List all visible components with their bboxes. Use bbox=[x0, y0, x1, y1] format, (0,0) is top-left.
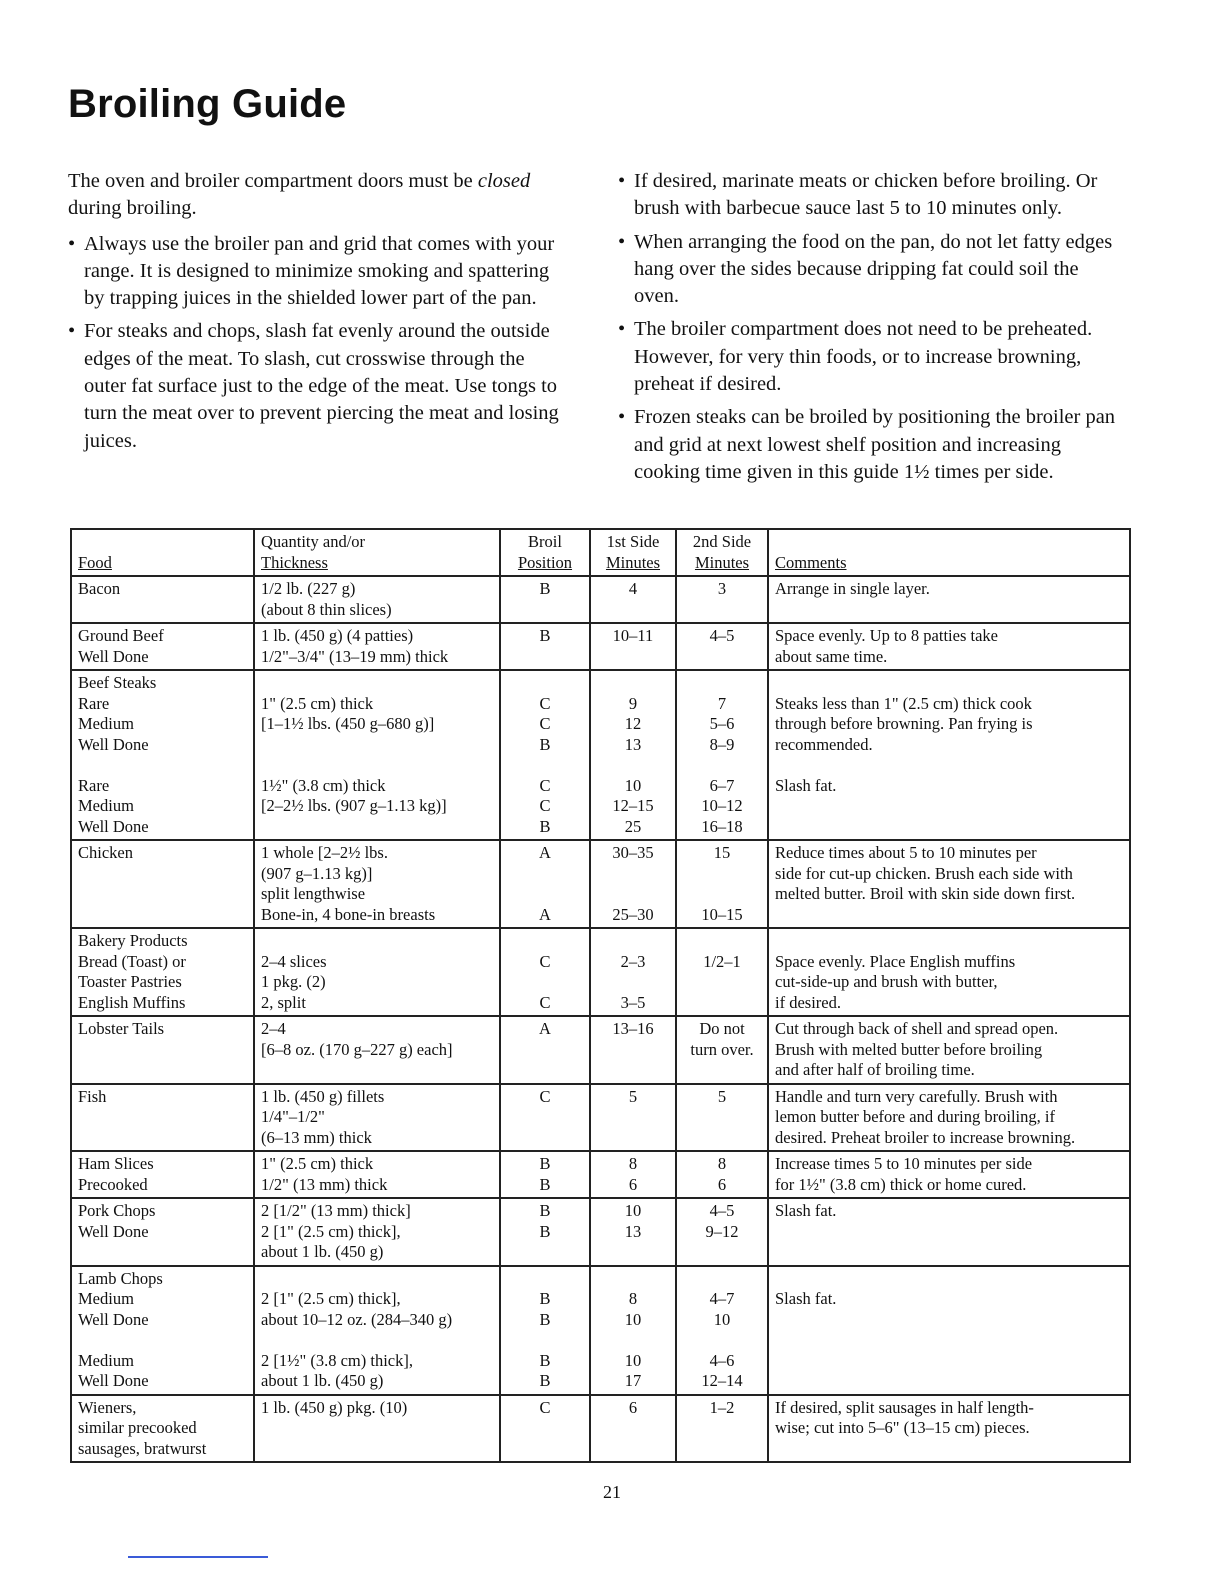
food-cell bbox=[71, 840, 254, 928]
cell-line bbox=[261, 1330, 493, 1351]
cell-line: Pork Chops bbox=[78, 1201, 156, 1220]
cell-line bbox=[775, 931, 1123, 952]
first-side-cell bbox=[590, 1084, 676, 1152]
quantity-cell bbox=[254, 670, 500, 840]
food-cell bbox=[71, 1266, 254, 1395]
cell-line: Bacon bbox=[78, 579, 121, 598]
cell-line: side for cut-up chicken. Brush each side with bbox=[775, 863, 1073, 883]
header-quantity: Quantity and/or Thickness bbox=[254, 529, 500, 576]
cell-line: B bbox=[539, 1309, 551, 1329]
table-row bbox=[71, 1395, 1130, 1463]
cell-line bbox=[507, 972, 583, 993]
cell-line: 25–30 bbox=[612, 904, 654, 924]
cell-line: 1" (2.5 cm) thick bbox=[261, 1154, 374, 1173]
cell-line: Well Done bbox=[78, 1309, 149, 1329]
cell-line: 1½" (3.8 cm) thick bbox=[261, 775, 386, 795]
cell-line bbox=[597, 1269, 669, 1290]
cell-line bbox=[683, 884, 761, 905]
cell-line: 1 lb. (450 g) (4 patties) bbox=[261, 626, 414, 645]
cell-line: 1/2" (13 mm) thick bbox=[261, 1174, 388, 1194]
position-cell bbox=[500, 670, 590, 840]
cell-line bbox=[261, 735, 493, 756]
intro-left-column bbox=[68, 168, 568, 461]
cell-line: desired. Preheat broiler to increase browning. bbox=[775, 1127, 1076, 1147]
cell-line: 10–12 bbox=[701, 796, 743, 815]
cell-line: 13–16 bbox=[612, 1019, 654, 1038]
cell-line: Bakery Products bbox=[78, 931, 188, 950]
table-row bbox=[71, 623, 1130, 670]
cell-line: 9 bbox=[628, 693, 638, 713]
first-side-cell bbox=[590, 1266, 676, 1395]
cell-line: C bbox=[539, 992, 551, 1012]
cell-line: C bbox=[539, 693, 551, 713]
quantity-cell bbox=[254, 1151, 500, 1198]
first-side-cell bbox=[590, 1016, 676, 1084]
comments-cell bbox=[768, 1198, 1130, 1266]
cell-line: 8 bbox=[628, 1289, 638, 1308]
cell-line bbox=[683, 755, 761, 776]
intro-right-column bbox=[618, 168, 1123, 492]
second-side-cell bbox=[676, 840, 768, 928]
cell-line: 5–6 bbox=[709, 714, 735, 733]
quantity-cell bbox=[254, 1198, 500, 1266]
comments-cell bbox=[768, 1266, 1130, 1395]
cell-line: B bbox=[539, 579, 551, 598]
cell-line bbox=[597, 673, 669, 694]
cell-line: (about 8 thin slices) bbox=[261, 599, 392, 619]
cell-line: Rare bbox=[78, 693, 110, 713]
first-side-cell bbox=[590, 623, 676, 670]
cell-line: Slash fat. bbox=[775, 1201, 837, 1220]
quantity-cell bbox=[254, 928, 500, 1016]
position-cell bbox=[500, 928, 590, 1016]
cell-line: Wieners, bbox=[78, 1397, 137, 1417]
second-side-cell bbox=[676, 1016, 768, 1084]
cell-line: B bbox=[539, 1371, 551, 1390]
table-row bbox=[71, 670, 1130, 840]
cell-line: B bbox=[539, 1154, 551, 1173]
cell-line: 10 bbox=[624, 1350, 642, 1370]
cell-line bbox=[775, 755, 1123, 776]
comments-cell bbox=[768, 840, 1130, 928]
second-side-cell bbox=[676, 928, 768, 1016]
cell-line: 1" (2.5 cm) thick bbox=[261, 693, 374, 713]
cell-line: 2 [1" (2.5 cm) thick], bbox=[261, 1221, 401, 1241]
table-row bbox=[71, 840, 1130, 928]
cell-line: Space evenly. Up to 8 patties take bbox=[775, 626, 998, 645]
cell-line bbox=[683, 864, 761, 885]
position-cell bbox=[500, 1198, 590, 1266]
cell-line: 4–5 bbox=[709, 626, 735, 645]
cell-line: 7 bbox=[717, 693, 727, 713]
first-side-cell bbox=[590, 928, 676, 1016]
header-food: Food bbox=[71, 529, 254, 576]
cell-line: Cut through back of shell and spread open. bbox=[775, 1019, 1059, 1038]
cell-line: Reduce times about 5 to 10 minutes per bbox=[775, 843, 1037, 862]
cell-line: Medium bbox=[78, 714, 134, 733]
left-bullet-list bbox=[68, 231, 568, 455]
comments-cell bbox=[768, 1395, 1130, 1463]
position-cell bbox=[500, 840, 590, 928]
cell-line: Medium bbox=[78, 1289, 134, 1308]
cell-line: [2–2½ lbs. (907 g–1.13 kg)] bbox=[261, 796, 447, 815]
cell-line: 10–11 bbox=[612, 626, 654, 645]
cell-line: Toaster Pastries bbox=[78, 972, 182, 991]
cell-line: about 1 lb. (450 g) bbox=[261, 1371, 384, 1390]
cell-line: 4 bbox=[628, 579, 638, 598]
quantity-cell bbox=[254, 1395, 500, 1463]
cell-line: Well Done bbox=[78, 816, 149, 836]
bullet-item: • Always use the broiler pan and grid that comes with your range. It is designed to minimize smoking and spattering by trapping juices in the shielded lower part of the pan. bbox=[68, 231, 568, 313]
second-side-cell bbox=[676, 1198, 768, 1266]
cell-line: C bbox=[539, 775, 551, 795]
cell-line: if desired. bbox=[775, 992, 841, 1012]
cell-line: 13 bbox=[624, 734, 642, 754]
food-cell bbox=[71, 623, 254, 670]
bullet-item: • For steaks and chops, slash fat evenly around the outside edges of the meat. To slash, cut crosswise through the outer fat surface just to the edge of the meat. Use tongs to turn the meat over to prevent piercing the meat and losing juices. bbox=[68, 318, 568, 454]
cell-line: 4–5 bbox=[709, 1201, 735, 1220]
cell-line: 1–2 bbox=[709, 1397, 735, 1417]
cell-line: Handle and turn very carefully. Brush with bbox=[775, 1086, 1058, 1106]
cell-line: 2–3 bbox=[620, 951, 646, 971]
cell-line: B bbox=[539, 1289, 551, 1308]
cell-line: (907 g–1.13 kg)] bbox=[261, 863, 373, 883]
quantity-cell bbox=[254, 840, 500, 928]
cell-line bbox=[507, 1269, 583, 1290]
cell-line: Well Done bbox=[78, 1371, 149, 1390]
position-cell bbox=[500, 1395, 590, 1463]
food-cell bbox=[71, 576, 254, 623]
cell-line: 1/2 lb. (227 g) bbox=[261, 579, 356, 598]
cell-line bbox=[683, 1330, 761, 1351]
cell-line: If desired, split sausages in half length- bbox=[775, 1397, 1034, 1417]
bullet-item: • Frozen steaks can be broiled by positioning the broiler pan and grid at next lowest shelf position and increasing cooking time given in this guide 1½ times per side. bbox=[618, 404, 1123, 486]
cell-line bbox=[261, 755, 493, 776]
cell-line bbox=[683, 1269, 761, 1290]
second-side-cell bbox=[676, 576, 768, 623]
cell-line bbox=[261, 673, 493, 694]
position-cell bbox=[500, 1151, 590, 1198]
cell-line: [1–1½ lbs. (450 g–680 g)] bbox=[261, 714, 435, 733]
food-cell bbox=[71, 1016, 254, 1084]
cell-line: Precooked bbox=[78, 1174, 148, 1194]
cell-line: similar precooked bbox=[78, 1418, 197, 1437]
cell-line: 1 lb. (450 g) fillets bbox=[261, 1086, 385, 1106]
cell-line: 5 bbox=[628, 1086, 638, 1106]
cell-line: C bbox=[539, 714, 551, 733]
cell-line bbox=[261, 817, 493, 838]
cell-line: B bbox=[539, 626, 551, 645]
second-side-cell bbox=[676, 1151, 768, 1198]
header-broil-position: Broil Position bbox=[500, 529, 590, 576]
table-header bbox=[71, 529, 1130, 576]
cell-line: 6 bbox=[628, 1397, 638, 1417]
cell-line: 25 bbox=[624, 816, 642, 836]
second-side-cell bbox=[676, 1266, 768, 1395]
cell-line bbox=[683, 931, 761, 952]
cell-line: 15 bbox=[713, 843, 731, 862]
cell-line: cut-side-up and brush with butter, bbox=[775, 972, 998, 991]
cell-line: English Muffins bbox=[78, 992, 186, 1012]
cell-line: Lamb Chops bbox=[78, 1268, 163, 1288]
table-row bbox=[71, 1016, 1130, 1084]
cell-line: [6–8 oz. (170 g–227 g) each] bbox=[261, 1039, 453, 1059]
cell-line: Brush with melted butter before broiling bbox=[775, 1039, 1043, 1059]
cell-line: and after half of broiling time. bbox=[775, 1060, 975, 1079]
cell-line: Beef Steaks bbox=[78, 673, 157, 692]
cell-line bbox=[775, 673, 1123, 694]
quantity-cell bbox=[254, 1084, 500, 1152]
table-row bbox=[71, 928, 1130, 1016]
cell-line: 1/2"–3/4" (13–19 mm) thick bbox=[261, 646, 449, 666]
cell-line: Do not bbox=[699, 1019, 745, 1038]
cell-line: Bread (Toast) or bbox=[78, 951, 186, 971]
cell-line: A bbox=[539, 843, 551, 862]
comments-cell bbox=[768, 928, 1130, 1016]
cell-line: Well Done bbox=[78, 646, 149, 666]
cell-line: B bbox=[539, 734, 551, 754]
cell-line: 12–14 bbox=[701, 1371, 743, 1390]
scan-edge-line bbox=[128, 1556, 268, 1558]
bullet-item: • If desired, marinate meats or chicken before broiling. Or brush with barbecue sauce last 5 to 10 minutes only. bbox=[618, 168, 1123, 223]
cell-line: lemon butter before and during broiling, if bbox=[775, 1107, 1055, 1126]
bullet-item: • The broiler compartment does not need to be preheated. However, for very thin foods, or to increase browning, preheat if desired. bbox=[618, 316, 1123, 398]
cell-line: Arrange in single layer. bbox=[775, 579, 930, 598]
cell-line: Lobster Tails bbox=[78, 1019, 165, 1038]
page-title: Broiling Guide bbox=[68, 82, 347, 126]
table-row bbox=[71, 1198, 1130, 1266]
cell-line: 2–4 bbox=[261, 1019, 286, 1038]
cell-line: Slash fat. bbox=[775, 1289, 837, 1308]
cell-line: B bbox=[539, 816, 551, 836]
cell-line bbox=[597, 931, 669, 952]
cell-line: B bbox=[539, 1174, 551, 1194]
cell-line: about 10–12 oz. (284–340 g) bbox=[261, 1309, 453, 1329]
cell-line: B bbox=[539, 1201, 551, 1220]
position-cell bbox=[500, 1084, 590, 1152]
cell-line: B bbox=[539, 1350, 551, 1370]
cell-line: 10 bbox=[624, 775, 642, 795]
cell-line: 4–7 bbox=[709, 1289, 735, 1308]
cell-line: sausages, bratwurst bbox=[78, 1438, 207, 1458]
right-bullet-list bbox=[618, 168, 1123, 486]
cell-line: 12 bbox=[624, 714, 642, 733]
cell-line: 13 bbox=[624, 1221, 642, 1241]
cell-line: wise; cut into 5–6" (13–15 cm) pieces. bbox=[775, 1418, 1030, 1437]
cell-line bbox=[261, 931, 493, 952]
cell-line: Fish bbox=[78, 1086, 107, 1106]
first-side-cell bbox=[590, 1198, 676, 1266]
cell-line: 10 bbox=[624, 1309, 642, 1329]
cell-line: 6–7 bbox=[709, 775, 735, 795]
first-side-cell bbox=[590, 576, 676, 623]
cell-line: 10 bbox=[713, 1309, 731, 1329]
cell-line bbox=[78, 755, 247, 776]
cell-line: about same time. bbox=[775, 646, 888, 666]
cell-line: C bbox=[539, 796, 551, 815]
cell-line: C bbox=[539, 951, 551, 971]
cell-line: Medium bbox=[78, 796, 134, 815]
broiling-guide-table bbox=[70, 528, 1131, 1463]
cell-line: Slash fat. bbox=[775, 775, 837, 795]
cell-line: Chicken bbox=[78, 843, 133, 862]
first-side-cell bbox=[590, 670, 676, 840]
position-cell bbox=[500, 576, 590, 623]
cell-line bbox=[597, 884, 669, 905]
cell-line: Well Done bbox=[78, 1221, 149, 1241]
emphasis-closed: closed bbox=[477, 170, 531, 192]
cell-line bbox=[78, 1330, 247, 1351]
cell-line: 6 bbox=[628, 1174, 638, 1194]
cell-line bbox=[507, 884, 583, 905]
header-comments: Comments bbox=[768, 529, 1130, 576]
second-side-cell bbox=[676, 623, 768, 670]
cell-line: about 1 lb. (450 g) bbox=[261, 1242, 384, 1261]
cell-line: 1/4"–1/2" bbox=[261, 1107, 325, 1126]
food-cell bbox=[71, 928, 254, 1016]
quantity-cell bbox=[254, 1016, 500, 1084]
table-row bbox=[71, 576, 1130, 623]
cell-line: 4–6 bbox=[709, 1350, 735, 1370]
cell-line bbox=[597, 864, 669, 885]
food-cell bbox=[71, 1198, 254, 1266]
comments-cell bbox=[768, 1016, 1130, 1084]
cell-line: 2 [1" (2.5 cm) thick], bbox=[261, 1289, 401, 1308]
cell-line: 17 bbox=[624, 1371, 642, 1390]
table-row bbox=[71, 1266, 1130, 1395]
cell-line: Bone-in, 4 bone-in breasts bbox=[261, 904, 436, 924]
header-second-side: 2nd Side Minutes bbox=[676, 529, 768, 576]
cell-line bbox=[597, 972, 669, 993]
cell-line: 2 [1/2" (13 mm) thick] bbox=[261, 1201, 411, 1220]
first-side-cell bbox=[590, 840, 676, 928]
cell-line: through before browning. Pan frying is bbox=[775, 714, 1033, 733]
cell-line: 8 bbox=[717, 1154, 727, 1173]
bullet-item: • When arranging the food on the pan, do not let fatty edges hang over the sides because dripping fat could soil the oven. bbox=[618, 229, 1123, 311]
cell-line: 2, split bbox=[261, 992, 306, 1012]
position-cell bbox=[500, 623, 590, 670]
food-cell bbox=[71, 670, 254, 840]
comments-cell bbox=[768, 670, 1130, 840]
food-cell bbox=[71, 1084, 254, 1152]
position-cell bbox=[500, 1016, 590, 1084]
cell-line bbox=[507, 931, 583, 952]
cell-line: B bbox=[539, 1221, 551, 1241]
cell-line: Steaks less than 1" (2.5 cm) thick cook bbox=[775, 693, 1032, 713]
cell-line: 8–9 bbox=[709, 734, 735, 754]
cell-line bbox=[775, 1269, 1123, 1290]
cell-line bbox=[683, 673, 761, 694]
cell-line: Ham Slices bbox=[78, 1154, 154, 1173]
cell-line: split lengthwise bbox=[261, 884, 366, 903]
cell-line bbox=[507, 864, 583, 885]
table-body bbox=[71, 576, 1130, 1462]
cell-line: 30–35 bbox=[612, 843, 654, 862]
food-cell bbox=[71, 1151, 254, 1198]
cell-line: 2 [1½" (3.8 cm) thick], bbox=[261, 1350, 413, 1370]
cell-line: 9–12 bbox=[705, 1221, 739, 1241]
cell-line: Space evenly. Place English muffins bbox=[775, 951, 1016, 971]
comments-cell bbox=[768, 1084, 1130, 1152]
cell-line bbox=[507, 755, 583, 776]
quantity-cell bbox=[254, 576, 500, 623]
cell-line bbox=[597, 755, 669, 776]
comments-cell bbox=[768, 576, 1130, 623]
cell-line: 3–5 bbox=[620, 992, 646, 1012]
cell-line: recommended. bbox=[775, 734, 873, 754]
cell-line: 3 bbox=[717, 579, 727, 598]
cell-line: C bbox=[539, 1397, 551, 1417]
cell-line: 12–15 bbox=[612, 796, 654, 815]
cell-line: 10–15 bbox=[701, 904, 743, 924]
food-cell bbox=[71, 1395, 254, 1463]
cell-line: A bbox=[539, 904, 551, 924]
cell-line: Medium bbox=[78, 1350, 134, 1370]
cell-line: 8 bbox=[628, 1154, 638, 1173]
table-row bbox=[71, 1151, 1130, 1198]
comments-cell bbox=[768, 623, 1130, 670]
intro-lead: The oven and broiler compartment doors must be closed during broiling. bbox=[68, 170, 531, 220]
first-side-cell bbox=[590, 1395, 676, 1463]
cell-line: 6 bbox=[717, 1174, 727, 1194]
cell-line: A bbox=[539, 1019, 551, 1038]
cell-line: 1/2–1 bbox=[703, 951, 741, 971]
cell-line: turn over. bbox=[690, 1039, 754, 1059]
cell-line: for 1½" (3.8 cm) thick or home cured. bbox=[775, 1174, 1027, 1194]
second-side-cell bbox=[676, 1084, 768, 1152]
position-cell bbox=[500, 1266, 590, 1395]
comments-cell bbox=[768, 1151, 1130, 1198]
cell-line: 1 whole [2–2½ lbs. bbox=[261, 843, 388, 862]
cell-line: 10 bbox=[624, 1201, 642, 1220]
cell-line: 1 pkg. (2) bbox=[261, 972, 326, 991]
cell-line: Well Done bbox=[78, 734, 149, 754]
cell-line: melted butter. Broil with skin side down first. bbox=[775, 884, 1076, 903]
quantity-cell bbox=[254, 1266, 500, 1395]
first-side-cell bbox=[590, 1151, 676, 1198]
cell-line bbox=[261, 1269, 493, 1290]
cell-line bbox=[507, 673, 583, 694]
cell-line: 1 lb. (450 g) pkg. (10) bbox=[261, 1397, 408, 1417]
page-number: 21 bbox=[603, 1482, 621, 1502]
cell-line: Ground Beef bbox=[78, 626, 164, 645]
quantity-cell bbox=[254, 623, 500, 670]
cell-line bbox=[507, 1330, 583, 1351]
cell-line: C bbox=[539, 1086, 551, 1106]
cell-line bbox=[597, 1330, 669, 1351]
cell-line: (6–13 mm) thick bbox=[261, 1127, 372, 1147]
cell-line: Rare bbox=[78, 775, 110, 795]
second-side-cell bbox=[676, 1395, 768, 1463]
cell-line: 2–4 slices bbox=[261, 951, 327, 971]
cell-line: 5 bbox=[717, 1086, 727, 1106]
cell-line: Increase times 5 to 10 minutes per side bbox=[775, 1154, 1033, 1173]
header-first-side: 1st Side Minutes bbox=[590, 529, 676, 576]
cell-line: 16–18 bbox=[701, 816, 743, 836]
table-row bbox=[71, 1084, 1130, 1152]
second-side-cell bbox=[676, 670, 768, 840]
